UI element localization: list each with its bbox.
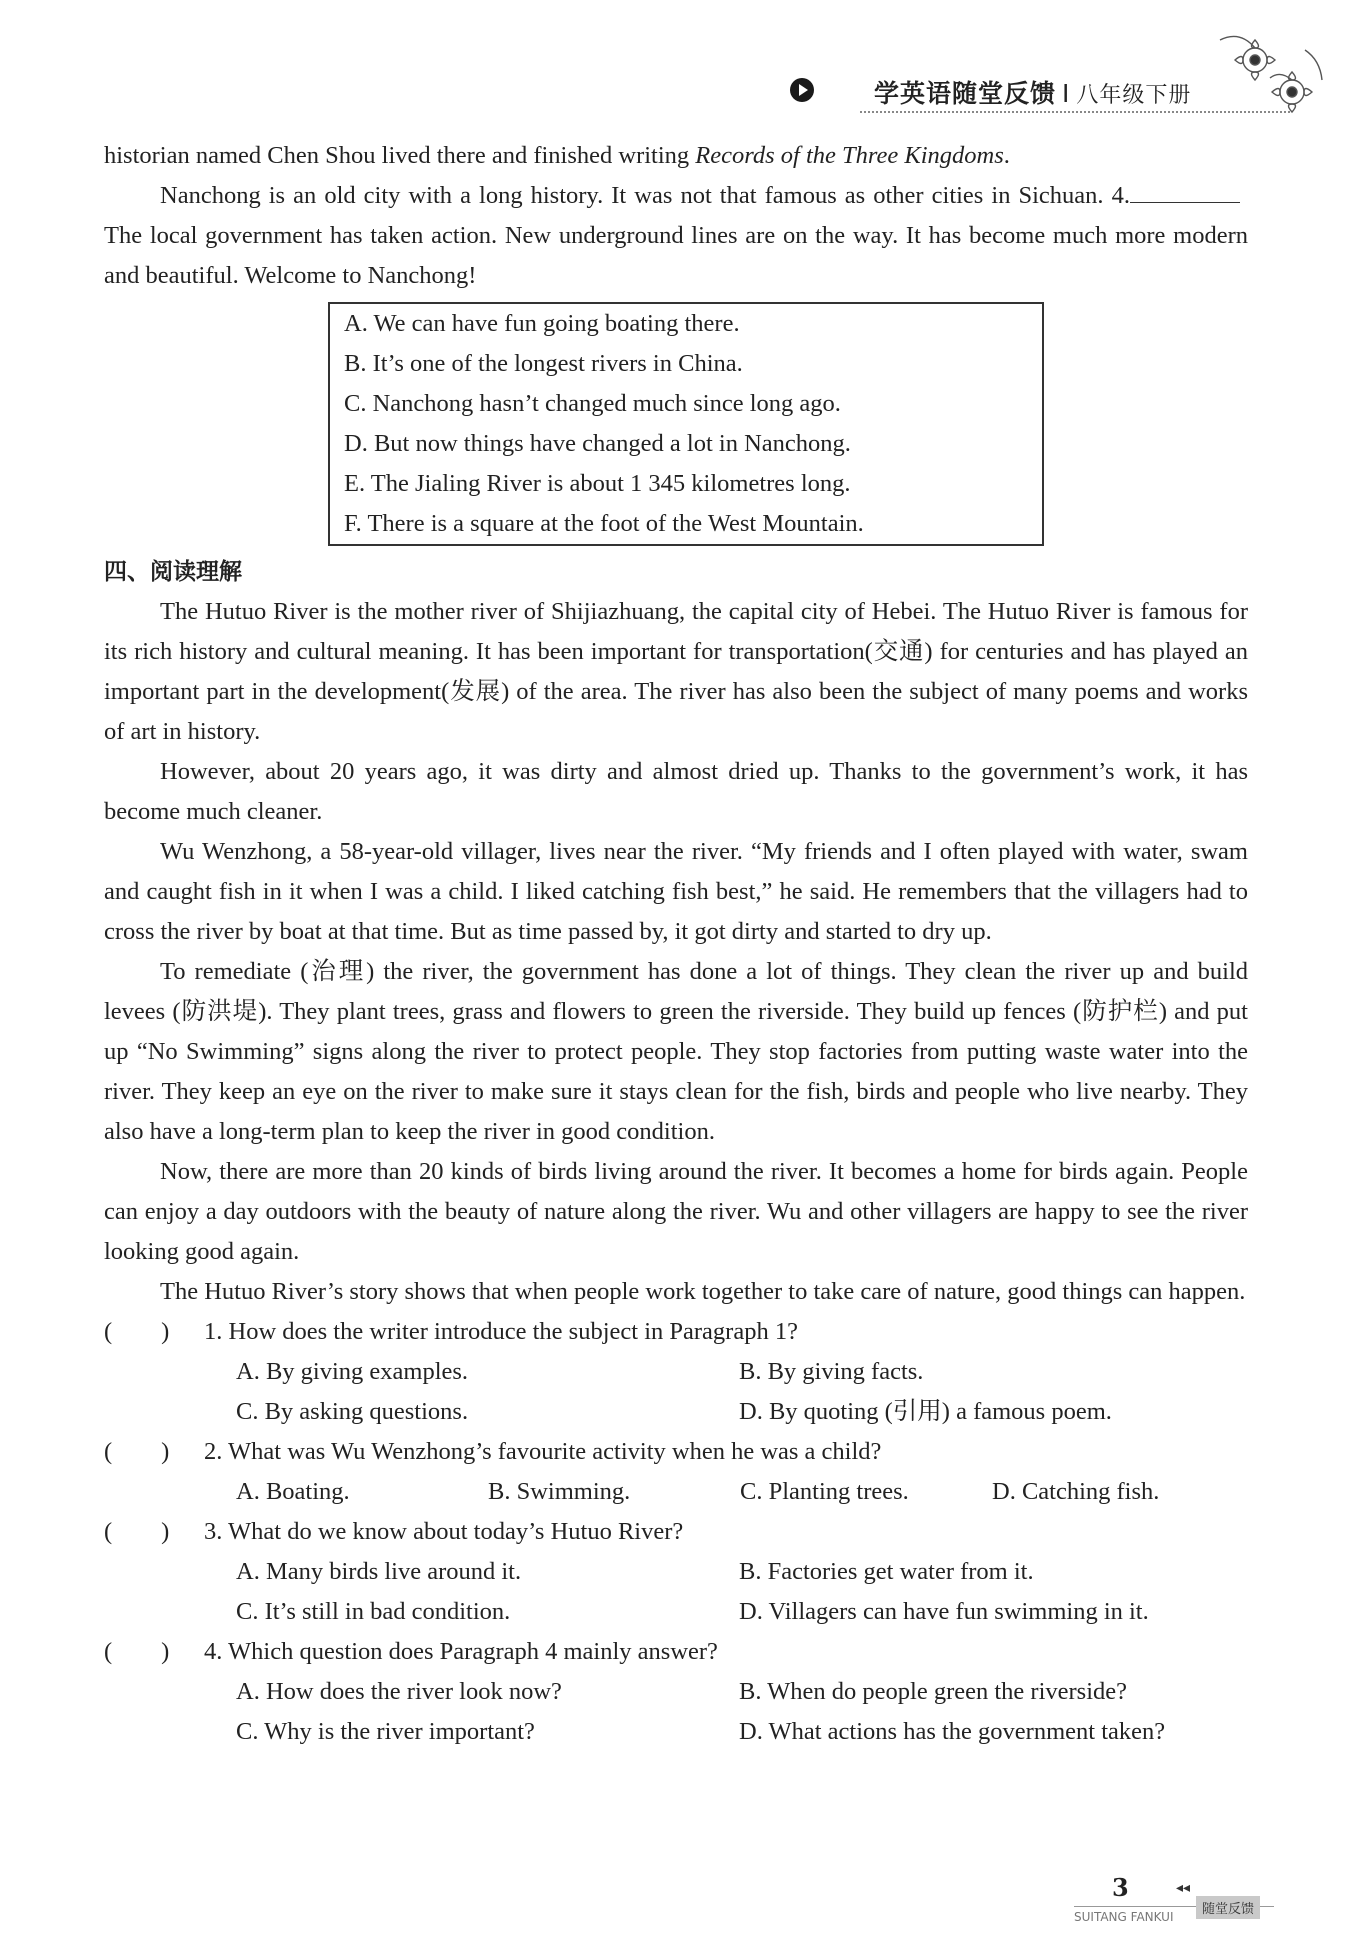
section-title: 四、阅读理解 [104, 559, 242, 585]
option-item: A. We can have fun going boating there. [344, 310, 740, 337]
choice-d: D. By quoting (引用) a famous poem. [739, 1398, 1112, 1425]
question-2 [104, 1432, 1248, 1472]
choice-d: D. Catching fish. [992, 1478, 1160, 1505]
reading-paragraph: However, about 20 years ago, it was dirty and almost dried up. Thanks to the government’s work, it has become much cleaner. [104, 758, 1248, 825]
answer-parentheses[interactable]: ( ) [104, 1638, 170, 1665]
choice-a: A. Many birds live around it. [236, 1558, 522, 1585]
play-icon [790, 78, 814, 102]
question-stem: 3. What do we know about today’s Hutuo River? [204, 1518, 684, 1545]
answer-parentheses[interactable]: ( ) [104, 1318, 170, 1345]
option-item: E. The Jialing River is about 1 345 kilometres long. [344, 470, 851, 497]
answer-blank[interactable] [1130, 176, 1240, 203]
option-row [104, 1672, 1248, 1712]
choice-a: A. By giving examples. [236, 1358, 469, 1385]
passage-continuation [104, 136, 1248, 176]
choice-d: D. Villagers can have fun swimming in it. [739, 1598, 1149, 1625]
flower-decoration-icon [1210, 20, 1330, 130]
choice-b: B. When do people green the riverside? [739, 1678, 1128, 1705]
choice-b: B. By giving facts. [739, 1358, 924, 1385]
reading-paragraph: Now, there are more than 20 kinds of birds living around the river. It becomes a home for birds again. People can enjoy a day outdoors with the beauty of nature along the river. Wu and other villagers are happy to see the river looking good again. [104, 1158, 1248, 1265]
question-stem: 4. Which question does Paragraph 4 mainly answer? [204, 1638, 718, 1665]
answer-parentheses[interactable]: ( ) [104, 1518, 170, 1545]
option-item: C. Nanchong hasn’t changed much since long ago. [344, 390, 841, 417]
blank-number: 4. [1111, 182, 1130, 209]
passage-text: Nanchong is an old city with a long history. It was not that famous as other cities in Sichuan. [160, 182, 1112, 209]
arrows-icon: ◂◂ [1176, 1881, 1191, 1896]
choice-c: C. Planting trees. [740, 1478, 909, 1505]
choice-b: B. Swimming. [488, 1478, 631, 1505]
book-title [874, 74, 1191, 110]
reading-paragraph: The Hutuo River’s story shows that when people work together to take care of nature, good things can happen. [160, 1278, 1246, 1305]
page-number: 3 [1112, 1873, 1129, 1902]
footer-brand: SUITANG FANKUI [1074, 1910, 1174, 1924]
question-1 [104, 1312, 1248, 1352]
option-item: F. There is a square at the foot of the West Mountain. [344, 510, 864, 537]
question-stem: 1. How does the writer introduce the subject in Paragraph 1? [204, 1318, 798, 1345]
page-content [104, 136, 1248, 1752]
option-item: D. But now things have changed a lot in Nanchong. [344, 430, 851, 457]
passage-text: historian named Chen Shou lived there and finished writing [104, 142, 696, 169]
option-row [104, 1392, 1248, 1432]
option-row [104, 1712, 1248, 1752]
header-title-text: 学英语随堂反馈 [874, 79, 1057, 108]
choice-a: A. How does the river look now? [236, 1678, 562, 1705]
footer-badge: 随堂反馈 [1196, 1896, 1260, 1919]
passage-paragraph [104, 176, 1248, 296]
option-row [104, 1352, 1248, 1392]
option-row [104, 1472, 1248, 1512]
choice-d: D. What actions has the government taken? [739, 1718, 1166, 1745]
option-row [104, 1552, 1248, 1592]
question-stem: 2. What was Wu Wenzhong’s favourite activity when he was a child? [204, 1438, 882, 1465]
book-title-italic: Records of the Three Kingdoms [695, 142, 1004, 169]
options-box [328, 302, 1044, 546]
choice-c: C. Why is the river important? [236, 1718, 535, 1745]
header-subtitle: 八年级下册 [1076, 83, 1192, 108]
reading-paragraph: The Hutuo River is the mother river of Shijiazhuang, the capital city of Hebei. The Hutuo River is famous for its rich history and cultural meaning. It has been important for transportation(交通) for centuries and has played an important part in the development(发展) of the area. The river has also been the subject of many poems and works of art in history. [104, 598, 1248, 745]
passage-text: The local government has taken action. New underground lines are on the way. It has become much more modern and beautiful. Welcome to Nanchong! [104, 222, 1248, 289]
passage-text-end: . [1003, 142, 1010, 169]
option-item: B. It’s one of the longest rivers in China. [344, 350, 743, 377]
reading-paragraph: Wu Wenzhong, a 58-year-old villager, lives near the river. “My friends and I often played with water, swam and caught fish in it when I was a child. I liked catching fish best,” he said. He remembers that the villagers had to cross the river by boat at that time. But as time passed by, it got dirty and started to dry up. [104, 838, 1248, 945]
choice-a: A. Boating. [236, 1478, 350, 1505]
reading-paragraph: To remediate (治理) the river, the government has done a lot of things. They clean the river up and build levees (防洪堤). They plant trees, grass and flowers to green the riverside. They build up fences (防护栏) and put up “No Swimming” signs along the river to protect people. They stop factories from putting waste water into the river. They keep an eye on the river to make sure it stays clean for the fish, birds and people who live nearby. They also have a long-term plan to keep the river in good condition. [104, 958, 1248, 1145]
choice-c: C. It’s still in bad condition. [236, 1598, 511, 1625]
header-separator: I [1062, 79, 1071, 108]
question-4 [104, 1632, 1248, 1672]
choice-b: B. Factories get water from it. [739, 1558, 1034, 1585]
choice-c: C. By asking questions. [236, 1398, 469, 1425]
answer-parentheses[interactable]: ( ) [104, 1438, 170, 1465]
option-row [104, 1592, 1248, 1632]
question-3 [104, 1512, 1248, 1552]
